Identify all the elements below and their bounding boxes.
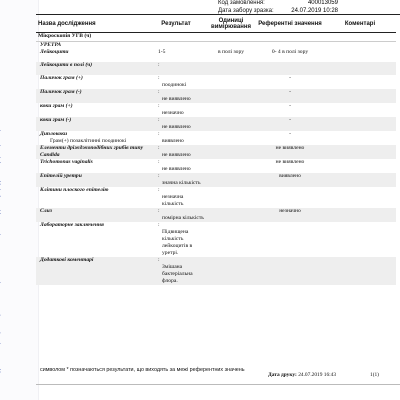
result-value: : [158, 75, 160, 81]
reference-cell: 0- 4 в полі зору [271, 49, 309, 55]
result-text: незначна кількість [162, 194, 184, 207]
unit-cell [206, 173, 256, 187]
result-value: : [158, 131, 160, 137]
test-name-label: Лейкоцити [40, 49, 69, 55]
comment-cell [324, 62, 396, 75]
comment-cell [324, 131, 396, 145]
test-name-label: Диплококи [40, 131, 68, 137]
result-cell [146, 187, 206, 208]
header-divider [36, 14, 400, 15]
test-name-label: Паличок грам (+) [40, 75, 83, 81]
table-row [36, 145, 396, 159]
test-name [36, 75, 146, 89]
table-row [36, 131, 396, 145]
col-reference: Референтні значення [256, 16, 324, 33]
comment-cell [324, 187, 396, 208]
unit-cell [206, 103, 256, 117]
result-cell [146, 75, 206, 89]
reference-cell: - [256, 89, 324, 103]
col-test-name: Назва дослідження [36, 16, 146, 33]
unit-cell [206, 208, 256, 222]
test-name-label: Лабораторне заключення [40, 222, 104, 228]
table-row [36, 208, 396, 222]
result-text: не виявлено [162, 96, 191, 102]
result-value: : [158, 117, 160, 123]
comment-cell [324, 49, 396, 62]
test-note: Грам(+) позаклітинні поодинокі [50, 138, 127, 144]
table-header-row [36, 16, 396, 33]
comment-cell [324, 75, 396, 89]
test-name-label: Епітелій уретри [40, 173, 82, 179]
table-row [36, 257, 396, 285]
reference-cell: не виявлено [256, 145, 324, 159]
reference-cell: - [289, 103, 291, 109]
result-text: виявлено [162, 138, 184, 144]
result-cell [146, 103, 206, 117]
result-cell [146, 131, 206, 145]
reference-cell [256, 187, 324, 208]
comment-cell [324, 117, 396, 131]
test-name [36, 159, 146, 173]
test-name-label: Паличок грам (-) [40, 89, 82, 95]
test-name [36, 89, 146, 103]
footer-note: символом * позначаються результати, що виходять за межі референтних значень [40, 367, 245, 373]
result-cell [146, 222, 206, 257]
result-value: : [158, 62, 160, 68]
footer-divider [36, 384, 400, 385]
sidebar-disclaimer [0, 0, 39, 400]
result-cell [146, 208, 206, 222]
result-cell [146, 117, 206, 131]
result-value: : [158, 173, 160, 179]
sidebar-text [0, 2, 2, 394]
table-row [36, 103, 396, 117]
test-name [36, 145, 146, 159]
order-code-row [218, 0, 338, 7]
result-text: не виявлено [162, 152, 191, 158]
col-comments: Коментарі [324, 16, 396, 33]
test-name-label: Елементи дріжджоподібних грибів типу Candida [40, 145, 144, 158]
test-name [36, 173, 146, 187]
order-info [218, 0, 338, 15]
result-value: 1-5 [158, 49, 166, 55]
result-text: не виявлено [162, 166, 191, 172]
sidebar-line [0, 2, 2, 394]
test-name [36, 222, 146, 257]
results-table [36, 16, 396, 285]
table-row [36, 222, 396, 257]
test-name [36, 187, 146, 208]
result-value: : [158, 222, 160, 228]
result-cell [146, 159, 206, 173]
comment-cell [324, 222, 396, 257]
order-code-value: 400013059 [307, 0, 338, 6]
unit-cell [206, 89, 256, 103]
result-text: незначно [162, 110, 184, 116]
comment-cell [324, 208, 396, 222]
result-text: Підвищена кількість лейкоцитів в уретрі. [162, 229, 193, 256]
result-cell [146, 145, 206, 159]
unit-cell [206, 257, 256, 285]
result-cell [146, 173, 206, 187]
page-number: 1(1) [370, 372, 379, 378]
test-name [36, 257, 146, 285]
reference-cell: не виявлено [275, 159, 305, 165]
print-date [268, 372, 336, 378]
test-name-label: Слиз [40, 208, 52, 214]
comment-cell [324, 103, 396, 117]
unit-cell [206, 159, 256, 173]
result-cell [146, 89, 206, 103]
result-value: : [158, 103, 160, 109]
unit-cell [206, 131, 256, 145]
result-text: поодинокі [162, 82, 187, 88]
reference-cell [256, 222, 324, 257]
test-name [36, 49, 146, 62]
unit-cell [206, 117, 256, 131]
table-row [36, 75, 396, 89]
result-value: : [158, 208, 160, 214]
reference-cell: виявлено [256, 173, 324, 187]
table-row [36, 62, 396, 75]
result-value: : [158, 257, 160, 263]
test-name-label: Лейкоцити в полі (ч) [40, 62, 93, 68]
print-date-label: Дата друку: [268, 372, 297, 378]
table-row [36, 159, 396, 173]
comment-cell [324, 173, 396, 187]
test-name-label: коки грам (+) [40, 103, 73, 109]
result-text: помірна кількість [162, 215, 204, 221]
reference-cell: незначно [256, 208, 324, 222]
result-text: Змішана бактеріальна флора. [162, 264, 193, 284]
result-value: : [158, 89, 160, 95]
result-value: : [158, 145, 160, 151]
reference-cell: - [256, 117, 324, 131]
group-row [36, 33, 396, 42]
comment-cell [324, 159, 396, 173]
result-text: не виявлено [162, 124, 191, 130]
test-name [36, 103, 146, 117]
table-row [36, 89, 396, 103]
test-name-label: коки грам (-) [40, 117, 72, 123]
section-row [36, 42, 396, 50]
result-cell [146, 62, 206, 75]
table-row [36, 173, 396, 187]
reference-cell: - [289, 75, 291, 81]
col-unit: Одиниці вимірювання [206, 16, 256, 33]
test-name-label: Trichomonas vaginalis [40, 159, 93, 165]
test-name-label: Додаткові коментарі [40, 257, 94, 263]
sample-date-label: Дата забору зразка: [218, 8, 274, 14]
table-row [36, 49, 396, 62]
reference-cell [256, 257, 324, 285]
result-text: значна кількість [162, 180, 201, 186]
comment-cell [324, 257, 396, 285]
result-cell [146, 257, 206, 285]
comment-cell [324, 145, 396, 159]
unit-cell [206, 145, 256, 159]
table-row [36, 187, 396, 208]
unit-cell [206, 187, 256, 208]
reference-cell: - [289, 131, 291, 137]
col-result: Результат [146, 16, 206, 33]
test-name [36, 117, 146, 131]
result-cell [146, 49, 206, 62]
sample-date-value: 24.07.2019 10:28 [291, 8, 338, 14]
table-row [36, 117, 396, 131]
comment-cell [324, 89, 396, 103]
reference-cell [256, 62, 324, 75]
section-title: УРЕТРА [40, 42, 62, 48]
test-name-label: Клітини плоского епітелію [40, 187, 109, 193]
result-value: : [158, 187, 160, 193]
result-value: : [158, 159, 160, 165]
unit-cell [206, 75, 256, 89]
order-code-label: Код замовлення: [218, 0, 265, 6]
test-name [36, 131, 146, 145]
print-date-value: 24.07.2019 16:43 [298, 372, 337, 378]
unit-cell [206, 62, 256, 75]
unit-cell: в полі зору [218, 49, 244, 55]
unit-cell [206, 222, 256, 257]
test-name [36, 62, 146, 75]
test-name [36, 208, 146, 222]
group-title: Мікроскопія УГВ (ч) [36, 33, 396, 42]
